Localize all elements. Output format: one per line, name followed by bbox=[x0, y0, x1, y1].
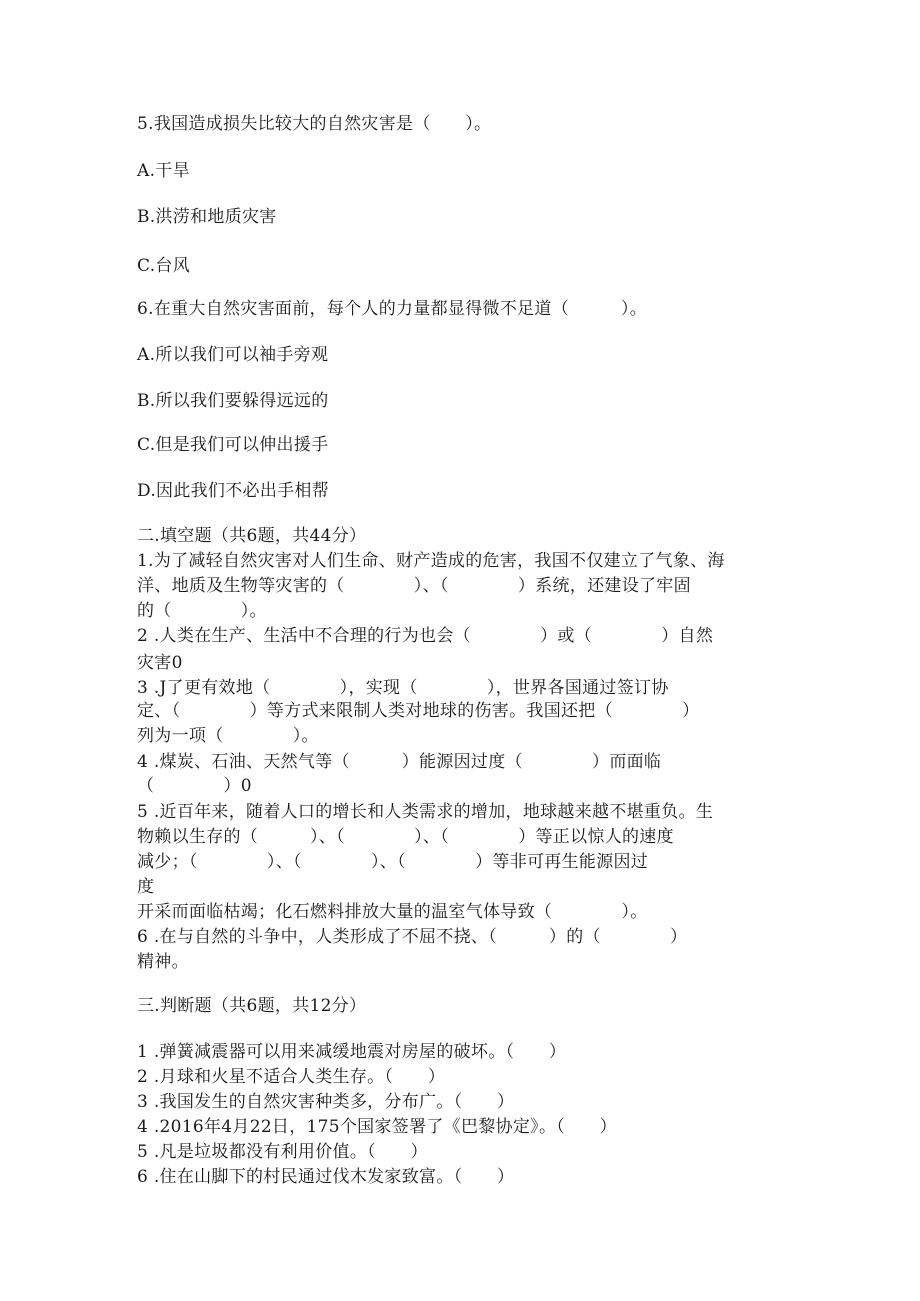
fill-line: 6 .在与自然的斗争中，人类形成了不屈不挠、（ ）的（ ） bbox=[137, 927, 688, 947]
fill-line: 精神。 bbox=[137, 952, 189, 972]
fill-line: 3 .J了更有效地（ ），实现（ ），世界各国通过签订协 bbox=[137, 678, 669, 698]
fill-line: 1.为了减轻自然灾害对人们生命、财产造成的危害，我国不仅建立了气象、海 bbox=[137, 551, 725, 571]
judge-line: 2 .月球和火星不适合人类生存。（ ） bbox=[137, 1067, 446, 1087]
question-5-option-c: C.台风 bbox=[137, 256, 191, 276]
question-6-option-d: D.因此我们不必出手相帮 bbox=[137, 481, 330, 501]
fill-line: 2 .人类在生产、生活中不合理的行为也会（ ）或（ ）自然 bbox=[137, 626, 714, 646]
fill-line: 度 bbox=[137, 877, 155, 897]
judge-line: 1 .弹簧减震器可以用来减缓地震对房屋的破坏。（ ） bbox=[137, 1042, 567, 1062]
fill-line: 灾害0 bbox=[137, 653, 183, 673]
fill-line: 列为一项（ ）。 bbox=[137, 726, 319, 746]
fill-line: 5 .近百年来，随着人口的增长和人类需求的增加，地球越来越不堪重负。生 bbox=[137, 802, 714, 822]
fill-line: 4 .煤炭、石油、天然气等（ ）能源因过度（ ）而面临 bbox=[137, 752, 662, 772]
fill-line: 减少；（ ）、（ ）、（ ）等非可再生能源因过 bbox=[137, 852, 649, 872]
fill-section-heading: 二.填空题（共6题，共44分） bbox=[137, 526, 367, 546]
question-5-stem: 5.我国造成损失比较大的自然灾害是（ ）。 bbox=[137, 114, 492, 134]
question-6-option-b: B.所以我们要躲得远远的 bbox=[137, 391, 329, 411]
question-6-option-a: A.所以我们可以袖手旁观 bbox=[137, 345, 329, 365]
fill-line: 定、（ ）等方式来限制人类对地球的伤害。我国还把（ ） bbox=[137, 701, 700, 721]
question-5-option-b: B.洪涝和地质灾害 bbox=[137, 207, 277, 227]
judge-line: 4 .2016年4月22日，175个国家签署了《巴黎协定》。（ ） bbox=[137, 1117, 617, 1137]
fill-line: 洋、地质及生物等灾害的（ ）、（ ）系统，还建设了牢固 bbox=[137, 576, 691, 596]
judge-line: 3 .我国发生的自然灾害种类多，分布广。（ ） bbox=[137, 1092, 515, 1112]
fill-line: （ ）0 bbox=[137, 776, 252, 796]
judge-line: 6 .住在山脚下的村民通过伐木发家致富。（ ） bbox=[137, 1167, 515, 1187]
question-6-stem: 6.在重大自然灾害面前，每个人的力量都显得微不足道（ ）。 bbox=[137, 299, 648, 319]
judge-section-heading: 三.判断题（共6题，共12分） bbox=[137, 996, 367, 1016]
fill-line: 开采而面临枯竭；化石燃料排放大量的温室气体导致（ ）。 bbox=[137, 902, 648, 922]
fill-line: 物赖以生存的（ ）、（ ）、（ ）等正以惊人的速度 bbox=[137, 827, 674, 847]
fill-line: 的（ ）。 bbox=[137, 601, 267, 621]
judge-line: 5 .凡是垃圾都没有利用价值。（ ） bbox=[137, 1142, 428, 1162]
question-5-option-a: A.干旱 bbox=[137, 161, 190, 181]
question-6-option-c: C.但是我们可以伸出援手 bbox=[137, 435, 329, 455]
